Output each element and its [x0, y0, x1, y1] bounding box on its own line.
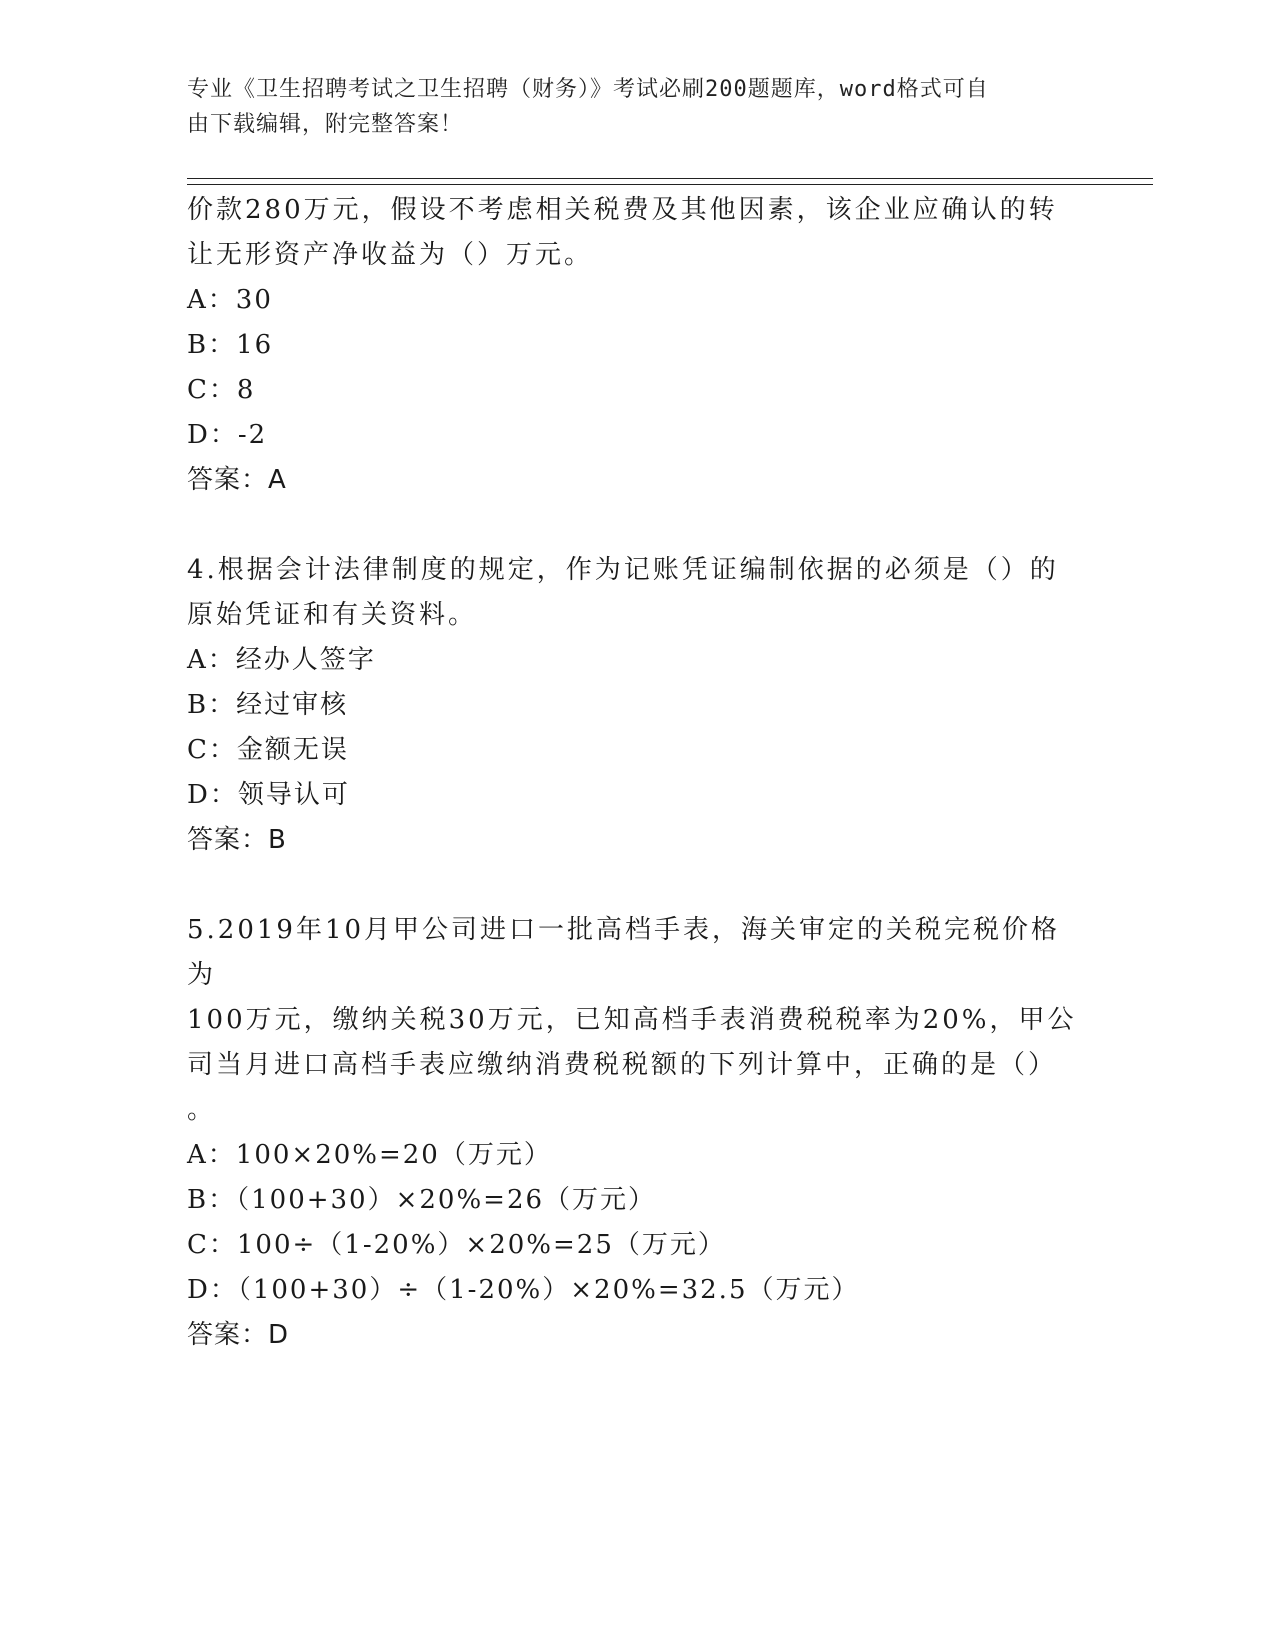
header-rule-bottom [187, 184, 1153, 185]
spacer [187, 863, 1087, 908]
question-5-stem-line: 5.2019年10月甲公司进口一批高档手表，海关审定的关税完税价格为 [187, 915, 1061, 990]
question-5-option-b: B：（100+30）×20%=26（万元） [187, 1185, 657, 1215]
question-4-option-b: B：经过审核 [187, 690, 349, 720]
question-5-stem-line: 司当月进口高档手表应缴纳消费税税额的下列计算中，正确的是（） [187, 1050, 1058, 1080]
question-5-stem-line: 。 [187, 1095, 217, 1125]
question-3-option-b: B：16 [187, 330, 274, 360]
header-line-1: 专业《卫生招聘考试之卫生招聘（财务）》考试必刷200题题库，word格式可自 [187, 77, 989, 102]
question-5-answer: 答案：D [187, 1320, 290, 1350]
question-4-option-a: A：经办人签字 [187, 645, 376, 675]
question-3-option-d: D：-2 [187, 420, 268, 450]
spacer [187, 503, 1087, 548]
question-5-stem-line: 100万元，缴纳关税30万元，已知高档手表消费税税率为20%，甲公 [187, 1005, 1077, 1035]
question-3-option-c: C：8 [187, 375, 256, 405]
question-5-option-d: D：（100+30）÷（1-20%）×20%=32.5（万元） [187, 1275, 860, 1305]
question-5-option-c: C：100÷（1-20%）×20%=25（万元） [187, 1230, 726, 1260]
question-4-stem-line: 原始凭证和有关资料。 [187, 600, 478, 630]
question-4-option-c: C：金额无误 [187, 735, 349, 765]
question-3-option-a: A：30 [187, 285, 273, 315]
question-3 [187, 188, 1087, 503]
question-4-answer: 答案：B [187, 825, 287, 855]
question-5 [187, 908, 1087, 1358]
question-4-stem-line: 4.根据会计法律制度的规定，作为记账凭证编制依据的必须是（）的 [187, 555, 1059, 585]
question-4 [187, 548, 1087, 863]
question-3-stem-line: 价款280万元，假设不考虑相关税费及其他因素，该企业应确认的转 [187, 195, 1058, 225]
question-3-answer: 答案：A [187, 465, 287, 495]
page-header [187, 72, 1067, 142]
question-4-option-d: D：领导认可 [187, 780, 350, 810]
header-rule-top [187, 178, 1153, 179]
header-line-2: 由下载编辑，附完整答案！ [187, 112, 464, 137]
question-3-stem-line: 让无形资产净收益为（）万元。 [187, 240, 594, 270]
question-5-option-a: A：100×20%=20（万元） [187, 1140, 552, 1170]
question-content [187, 188, 1087, 1358]
